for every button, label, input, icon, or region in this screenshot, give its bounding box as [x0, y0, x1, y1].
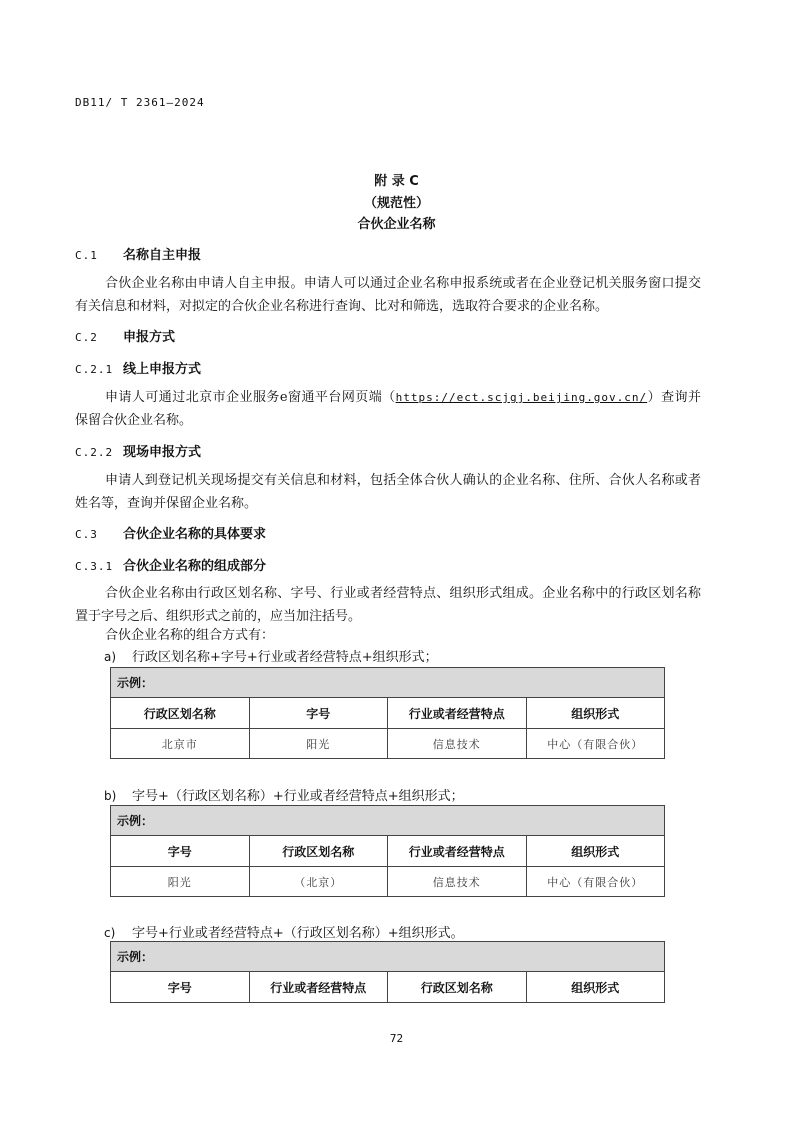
section-title: 现场申报方式 — [123, 445, 202, 460]
table-header-row — [111, 836, 665, 867]
section-title: 申报方式 — [123, 330, 176, 345]
paragraph-text: 申请人可通过北京市企业服务e窗通平台网页端（ — [105, 390, 396, 405]
table-header-row — [111, 972, 665, 1003]
portal-link[interactable]: https://ect.scjgj.beijing.gov.cn/ — [395, 391, 648, 404]
section-c21-paragraph — [75, 386, 701, 432]
appendix-title: 附 录 C — [374, 174, 419, 189]
list-item-text: 行政区划名称+字号+行业或者经营特点+组织形式； — [132, 650, 438, 665]
section-number: C.2 — [75, 331, 98, 344]
example-table-a — [110, 667, 665, 759]
section-number: C.1 — [75, 249, 98, 262]
section-number: C.3.1 — [75, 560, 114, 573]
table-header-cell: 行业或者经营特点 — [249, 972, 388, 1003]
section-c2-heading — [75, 326, 175, 345]
table-header-row — [111, 698, 665, 729]
appendix-name: 合伙企业名称 — [357, 217, 436, 232]
list-item-a — [104, 646, 438, 665]
table-caption: 示例： — [111, 806, 665, 836]
table-header-cell: 行业或者经营特点 — [388, 836, 527, 867]
table-cell: 中心（有限合伙） — [526, 867, 665, 897]
table-cell: （北京） — [249, 867, 388, 897]
section-title: 合伙企业名称的具体要求 — [123, 527, 267, 542]
table-caption: 示例： — [111, 942, 665, 972]
example-table-b — [110, 805, 665, 897]
list-item-label: c) — [104, 926, 116, 940]
section-c21-heading — [75, 358, 201, 377]
table-cell: 信息技术 — [388, 867, 527, 897]
page-number: 72 — [389, 1032, 404, 1045]
section-c3-heading — [75, 523, 266, 542]
table-row — [111, 867, 665, 897]
appendix-nature: （规范性） — [363, 196, 429, 211]
paragraph-text: ）查询并保留合伙企业名称。 — [75, 390, 701, 428]
section-title: 线上申报方式 — [123, 362, 202, 377]
section-title: 合伙企业名称的组成部分 — [123, 559, 267, 574]
table-cell: 阳光 — [249, 729, 388, 759]
section-c31-paragraph: 合伙企业名称由行政区划名称、字号、行业或者经营特点、组织形式组成。企业名称中的行政区划名称置于字号之后、组织形式之前的，应当加注括号。 — [75, 586, 701, 624]
table-header-cell: 行政区划名称 — [111, 698, 250, 729]
section-c22-heading — [75, 441, 201, 460]
list-item-label: a) — [104, 650, 117, 664]
section-number: C.2.2 — [75, 446, 114, 459]
section-c22-paragraph: 申请人到登记机关现场提交有关信息和材料，包括全体合伙人确认的企业名称、住所、合伙人名称或者姓名等，查询并保留企业名称。 — [75, 473, 701, 511]
section-c31-combination-intro: 合伙企业名称的组合方式有： — [105, 628, 275, 643]
section-c1-paragraph: 合伙企业名称由申请人自主申报。申请人可以通过企业名称申报系统或者在企业登记机关服务窗口提交有关信息和材料，对拟定的合伙企业名称进行查询、比对和筛选，选取符合要求的企业名称。 — [75, 276, 701, 314]
table-row — [111, 729, 665, 759]
table-header-cell: 字号 — [111, 836, 250, 867]
table-header-cell: 行业或者经营特点 — [388, 698, 527, 729]
list-item-b — [104, 785, 464, 804]
table-cell: 阳光 — [111, 867, 250, 897]
table-caption: 示例： — [111, 668, 665, 698]
example-table-c — [110, 941, 665, 1003]
table-header-cell: 组织形式 — [526, 698, 665, 729]
table-header-cell: 组织形式 — [526, 836, 665, 867]
table-header-cell: 字号 — [111, 972, 250, 1003]
table-header-cell: 行政区划名称 — [249, 836, 388, 867]
document-code: DB11/ T 2361—2024 — [75, 96, 205, 109]
list-item-label: b) — [104, 789, 117, 803]
list-item-text: 字号+行业或者经营特点+（行政区划名称）+组织形式。 — [132, 926, 464, 941]
section-c31-heading — [75, 555, 266, 574]
section-number: C.2.1 — [75, 363, 114, 376]
table-header-cell: 组织形式 — [526, 972, 665, 1003]
table-cell: 信息技术 — [388, 729, 527, 759]
table-header-cell: 行政区划名称 — [388, 972, 527, 1003]
section-c1-heading — [75, 244, 201, 263]
list-item-c — [104, 922, 464, 941]
list-item-text: 字号+（行政区划名称）+行业或者经营特点+组织形式； — [132, 789, 464, 804]
table-cell: 北京市 — [111, 729, 250, 759]
section-title: 名称自主申报 — [123, 248, 202, 263]
table-cell: 中心（有限合伙） — [526, 729, 665, 759]
table-header-cell: 字号 — [249, 698, 388, 729]
section-number: C.3 — [75, 528, 98, 541]
